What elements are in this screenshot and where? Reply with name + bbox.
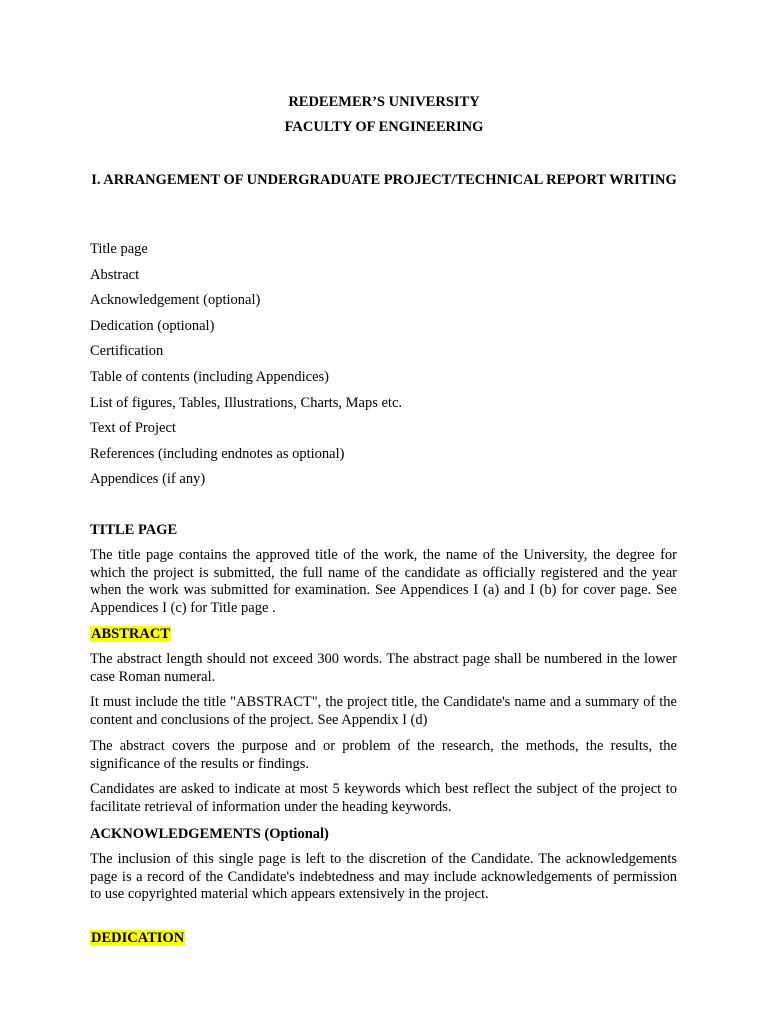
university-name: REDEEMER’S UNIVERSITY xyxy=(288,94,480,110)
abstract-heading xyxy=(90,625,171,643)
list-item: Dedication (optional) xyxy=(90,317,215,334)
arrangement-title: I. ARRANGEMENT OF UNDERGRADUATE PROJECT/TECHNICAL REPORT WRITING xyxy=(91,172,677,188)
acknowledgements-heading: ACKNOWLEDGEMENTS (Optional) xyxy=(90,826,329,842)
dedication-heading xyxy=(90,929,185,947)
list-item: Abstract xyxy=(90,266,140,283)
list-item: Table of contents (including Appendices) xyxy=(90,368,329,385)
list-item: Appendices (if any) xyxy=(90,471,206,488)
title-page-paragraph: The title page contains the approved title of the work, the name of the University, the degree for which the project is submitted, the full name of the candidate as officially registered and the year when the work was submitted for examination. See Appendices I (a) and I (b) for cover page. See Appendices I (c) for Title page . xyxy=(90,547,677,616)
list-item: Text of Project xyxy=(90,420,176,437)
list-item: Title page xyxy=(90,241,148,257)
abstract-paragraph-2: It must include the title "ABSTRACT", the project title, the Candidate's name and a summary of the content and conclusions of the project. See Appendix I (d) xyxy=(90,694,677,728)
abstract-paragraph-4: Candidates are asked to indicate at most 5 keywords which best reflect the subject of the project to facilitate retrieval of information under the heading keywords. xyxy=(90,781,677,815)
acknowledgements-paragraph: The inclusion of this single page is left to the discretion of the Candidate. The acknowledgements page is a record of the Candidate's indebtedness and may include acknowledgements of permission to use copyrighted material which appears extensively in the project. xyxy=(90,851,677,903)
arrangement-list xyxy=(90,240,402,496)
title-page-heading: TITLE PAGE xyxy=(90,522,178,538)
list-item: Certification xyxy=(90,343,164,360)
list-item: References (including endnotes as optional) xyxy=(90,445,345,462)
abstract-paragraph-1: The abstract length should not exceed 300 words. The abstract page shall be numbered in the lower case Roman numeral. xyxy=(90,651,677,685)
abstract-heading-highlight: ABSTRACT xyxy=(91,626,170,642)
list-item: List of figures, Tables, Illustrations, Charts, Maps etc. xyxy=(90,394,403,411)
list-item: Acknowledgement (optional) xyxy=(90,292,261,309)
abstract-paragraph-3: The abstract covers the purpose and or problem of the research, the methods, the results, the significance of the results or findings. xyxy=(90,738,677,772)
faculty-name: FACULTY OF ENGINEERING xyxy=(284,119,484,135)
dedication-heading-highlight: DEDICATION xyxy=(91,930,185,946)
